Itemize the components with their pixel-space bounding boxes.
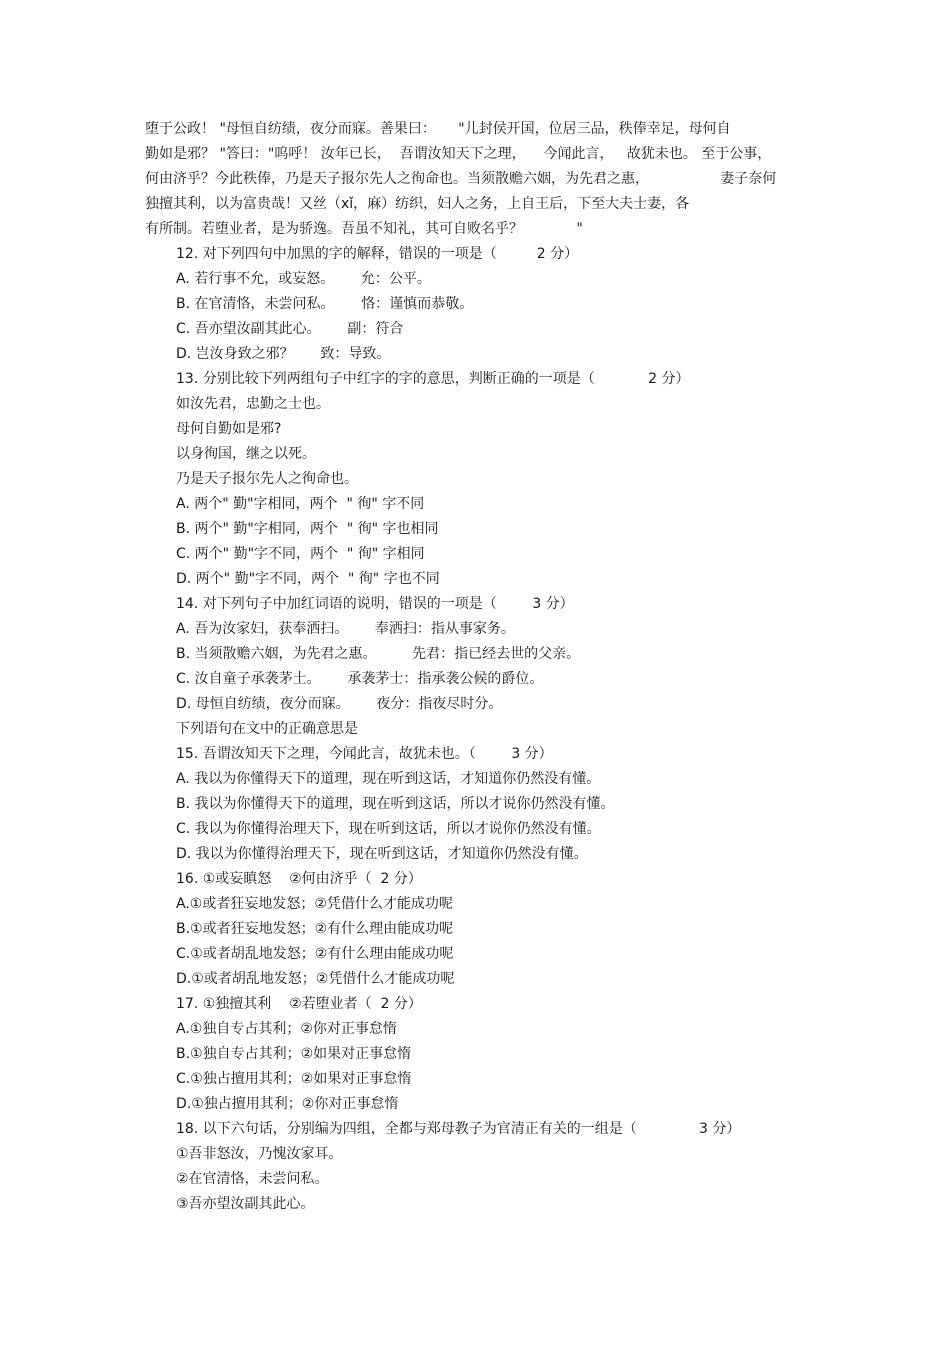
- option-line: C.①或者胡乱地发怒；②有什么理由能成功呢: [176, 946, 454, 962]
- passage-line: 有所制。若堕业者，是为骄逸。吾虽不知礼，其可自败名乎？ ": [145, 221, 583, 237]
- option-line: B. 两个" 勤"字相同，两个 " 徇" 字也相同: [176, 521, 439, 537]
- example-sentence: 如汝先君，忠勤之士也。: [176, 396, 330, 412]
- option-line: C. 我以为你懂得治理天下，现在听到这话，所以才说你仍然没有懂。: [176, 821, 601, 837]
- option-line: A. 我以为你懂得天下的道理，现在听到这话，才知道你仍然没有懂。: [176, 771, 601, 787]
- question-12-stem: 12. 对下列四句中加黑的字的解释，错误的一项是（ 2 分）: [176, 246, 579, 262]
- option-line: B. 当须散赡六姻，为先君之惠。 先君：指已经去世的父亲。: [176, 646, 581, 662]
- questions-section: [176, 242, 816, 1217]
- option-line: D. 母恒自纺绩，夜分而寐。 夜分：指夜尽时分。: [176, 696, 503, 712]
- option-line: C. 两个" 勤"字不同，两个 " 徇" 字相同: [176, 546, 425, 562]
- section-instruction: 下列语句在文中的正确意思是: [176, 721, 358, 737]
- option-line: A.①或者狂妄地发怒；②凭借什么才能成功呢: [176, 896, 453, 912]
- option-line: D. 岂汝身致之邪？ 致：导致。: [176, 346, 391, 362]
- option-line: B.①独自专占其利；②如果对正事怠惰: [176, 1046, 412, 1062]
- option-line: B. 我以为你懂得天下的道理，现在听到这话，所以才说你仍然没有懂。: [176, 796, 615, 812]
- option-line: B. 在官清恪，未尝问私。 恪：谨慎而恭敬。: [176, 296, 474, 312]
- numbered-sentence: ②在官清恪，未尝问私。: [176, 1171, 329, 1187]
- question-13-stem: 13. 分别比较下列两组句子中红字的字的意思，判断正确的一项是（ 2 分）: [176, 371, 690, 387]
- numbered-sentence: ①吾非怒汝，乃愧汝家耳。: [176, 1146, 343, 1162]
- option-line: A. 若行事不允，或妄怒。 允：公平。: [176, 271, 431, 287]
- option-line: A.①独自专占其利；②你对正事怠惰: [176, 1021, 397, 1037]
- passage-line: 何由济乎？今此秩俸，乃是天子报尔先人之徇命也。当须散赡六姻，为先君之惠， 妻子奈何: [145, 171, 777, 187]
- option-line: D. 我以为你懂得治理天下，现在听到这话，才知道你仍然没有懂。: [176, 846, 588, 862]
- passage-line: 独擅其利，以为富贵哉！又丝（xǐ，麻）纺织，妇人之务，上自王后，下至大夫士妻，各: [145, 196, 690, 212]
- passage-line: 堕于公政！ "母恒自纺绩，夜分而寐。善果曰： "儿封侯开国，位居三品，秩俸幸足，母何自: [145, 121, 731, 137]
- option-line: C. 汝自童子承袭茅土。 承袭茅士：指承袭公候的爵位。: [176, 671, 544, 687]
- option-line: C.①独占擅用其利；②如果对正事怠惰: [176, 1071, 412, 1087]
- question-14-stem: 14. 对下列句子中加红词语的说明，错误的一项是（ 3 分）: [176, 596, 574, 612]
- option-line: D.①独占擅用其利；②你对正事怠惰: [176, 1096, 399, 1112]
- option-line: D. 两个" 勤"字不同，两个 " 徇" 字也不同: [176, 571, 440, 587]
- passage-line: 勤如是邪？ "答曰："呜呼！ 汝年已长， 吾谓汝知天下之理， 今闻此言， 故犹未也。 至于公事，: [145, 146, 772, 162]
- option-line: C. 吾亦望汝副其此心。 副：符合: [176, 321, 404, 337]
- option-line: B.①或者狂妄地发怒；②有什么理由能成功呢: [176, 921, 454, 937]
- question-15-stem: 15. 吾谓汝知天下之理，今闻此言，故犹未也。（ 3 分）: [176, 746, 553, 762]
- numbered-sentence: ③吾亦望汝副其此心。: [176, 1196, 315, 1212]
- question-17-stem: 17. ①独擅其利 ②若堕业者（ 2 分）: [176, 996, 422, 1012]
- question-16-stem: 16. ①或妄瞋怒 ②何由济乎（ 2 分）: [176, 871, 422, 887]
- example-sentence: 母何自勤如是邪?: [176, 421, 282, 437]
- example-sentence: 乃是天子报尔先人之徇命也。: [176, 471, 358, 487]
- option-line: A. 吾为汝家妇，获奉洒扫。 奉洒扫：指从事家务。: [176, 621, 515, 637]
- example-sentence: 以身徇国，继之以死。: [176, 446, 316, 462]
- question-18-stem: 18. 以下六句话，分别编为四组，全都与郑母教子为官清正有关的一组是（ 3 分）: [176, 1121, 741, 1137]
- option-line: A. 两个" 勤"字相同，两个 " 徇" 字不同: [176, 496, 425, 512]
- passage-text: [145, 117, 815, 242]
- option-line: D.①或者胡乱地发怒；②凭借什么才能成功呢: [176, 971, 455, 987]
